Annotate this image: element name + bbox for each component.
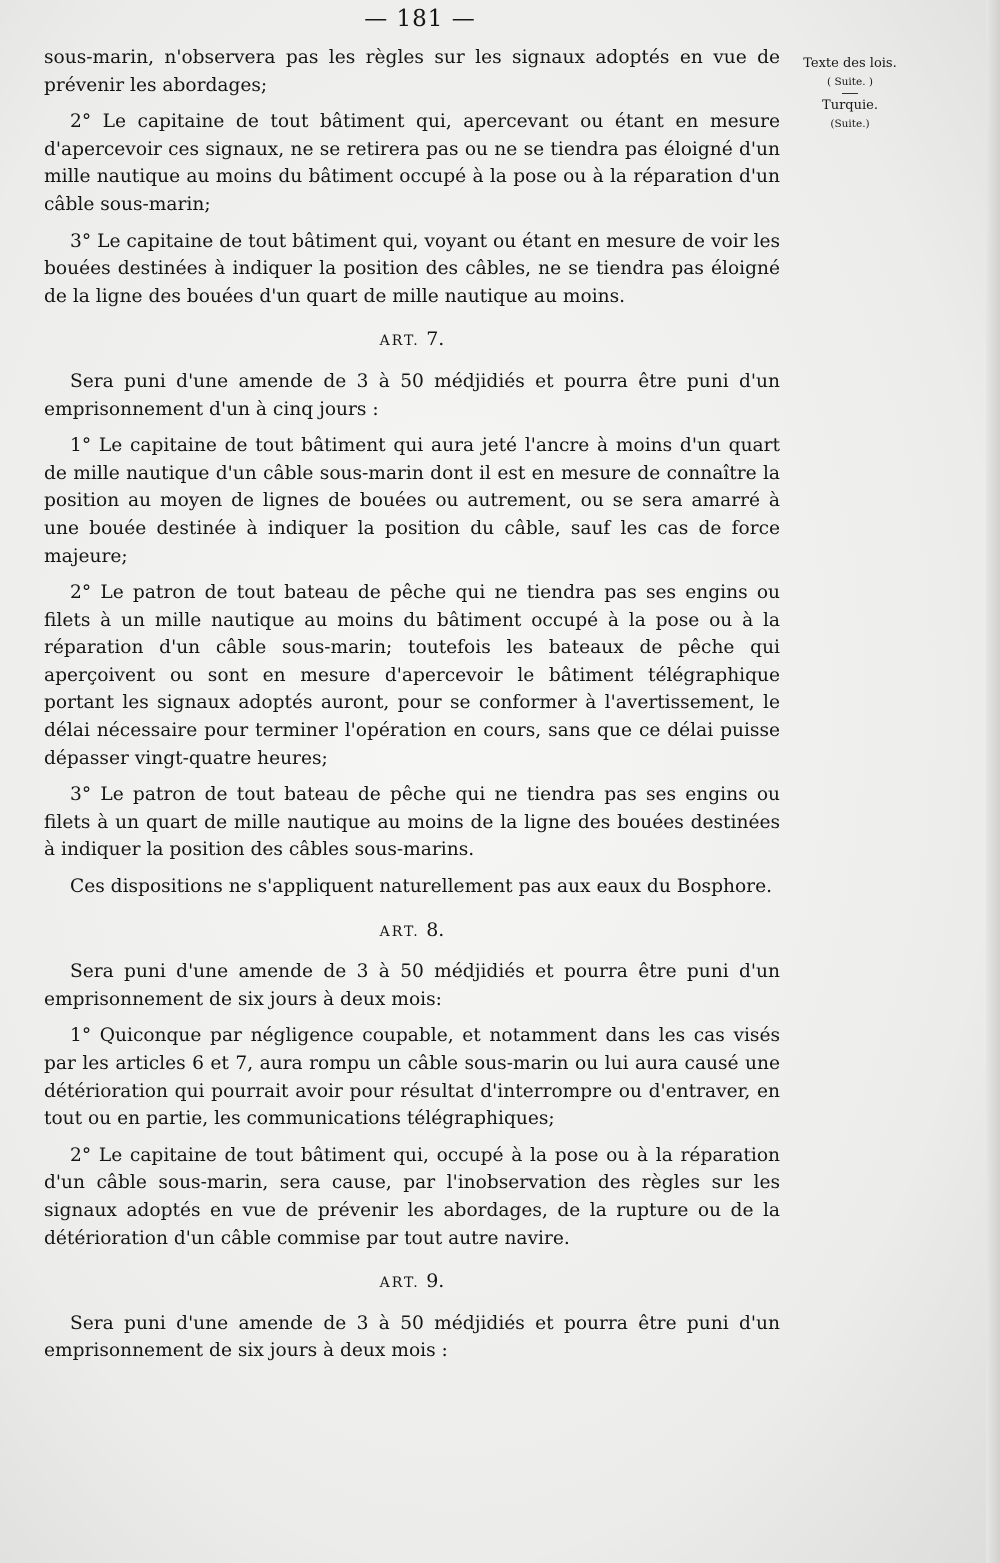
main-text (44, 44, 780, 1374)
paragraph-1: sous-marin, n'observera pas les règles sur les signaux adoptés en vue de prévenir les abordages; (44, 47, 780, 96)
paragraph-12: Sera puni d'une amende de 3 à 50 médjidiés et pourra être puni d'un emprisonnement de six jours à deux mois : (44, 1312, 780, 1362)
article-9-label: ART. (379, 1275, 420, 1292)
paragraph-6: 2° Le patron de tout bateau de pêche qui ne tiendra pas ses engins ou filets à un mille nautique au moins du bâtiment occupé à la pose ou à la réparation d'un câble sous-marin; toutefois les bateaux de pêche qui aperçoivent ou sont en mesure d'apercevoir le bâtiment télégraphique portant les signaux adoptés auront, pour se conformer à l'avertissement, le délai nécessaire pour terminer l'opération en cours, sans que ce délai puisse dépasser vingt-quatre heures; (44, 582, 780, 769)
paragraph-11: 2° Le capitaine de tout bâtiment qui, occupé à la pose ou à la réparation d'un câble sous-marin, sera cause, par l'inobservation des règles sur les signaux adoptés en vue de prévenir les abordages, de la rupture ou de la détérioration d'un câble commise par tout autre navire. (44, 1144, 780, 1249)
page-number: — 181 — (364, 6, 476, 32)
article-7-label: ART. (379, 333, 420, 350)
article-9-number: 9. (426, 1270, 445, 1293)
paragraph-9: Sera puni d'une amende de 3 à 50 médjidiés et pourra être puni d'un emprisonnement de six jours à deux mois: (44, 961, 780, 1010)
margin-rule (842, 93, 858, 94)
margin-note-country-suite: (Suite.) (830, 118, 870, 130)
margin-note-title: Texte des lois. (803, 56, 897, 71)
paragraph-8: Ces dispositions ne s'appliquent naturellement pas aux eaux du Bosphore. (70, 876, 772, 898)
paragraph-10: 1° Quiconque par négligence coupable, et notamment dans les cas visés par les articles 6 et 7, aura rompu un câble sous-marin ou lui aura causé une détérioration qui pourrait avoir pour résultat d'interrompre ou d'entraver, en tout ou en partie, les communications télégraphiques; (44, 1025, 780, 1130)
article-7-number: 7. (426, 328, 445, 351)
article-7-heading (44, 326, 780, 356)
paragraph-7: 3° Le patron de tout bateau de pêche qui ne tiendra pas ses engins ou filets à un quart de mille nautique au moins de la ligne des bouées destinées à indiquer la position des câbles sous-marins. (44, 784, 780, 861)
article-9-heading (44, 1268, 780, 1298)
paragraph-3: 3° Le capitaine de tout bâtiment qui, voyant ou étant en mesure de voir les bouées destinées à indiquer la position des câbles, ne se tiendra pas éloigné de la ligne des bouées d'un quart de mille nautique au moins. (44, 230, 780, 307)
margin-note-suite: ( Suite. ) (827, 76, 873, 88)
article-8-number: 8. (426, 918, 445, 941)
article-8-label: ART. (379, 923, 420, 940)
book-edge (986, 0, 1000, 1563)
paragraph-4: Sera puni d'une amende de 3 à 50 médjidiés et pourra être puni d'un emprisonnement d'un à cinq jours : (44, 370, 780, 420)
margin-note-texte-des-lois (800, 54, 900, 134)
paragraph-5: 1° Le capitaine de tout bâtiment qui aura jeté l'ancre à moins d'un quart de mille nautique d'un câble sous-marin dont il est en mesure de connaître la position au moyen de lignes de bouées ou autrement, ou se sera amarré à une bouée destinée à indiquer la position du câble, sauf les cas de force majeure; (44, 435, 780, 567)
paragraph-2: 2° Le capitaine de tout bâtiment qui, apercevant ou étant en mesure d'apercevoir ces signaux, ne se retirera pas ou ne se tiendra pas éloigné d'un mille nautique au moins du bâtiment occupé à la pose ou à la réparation d'un câble sous-marin; (44, 111, 780, 215)
article-8-heading (44, 917, 780, 947)
margin-note-country: Turquie. (822, 98, 878, 113)
